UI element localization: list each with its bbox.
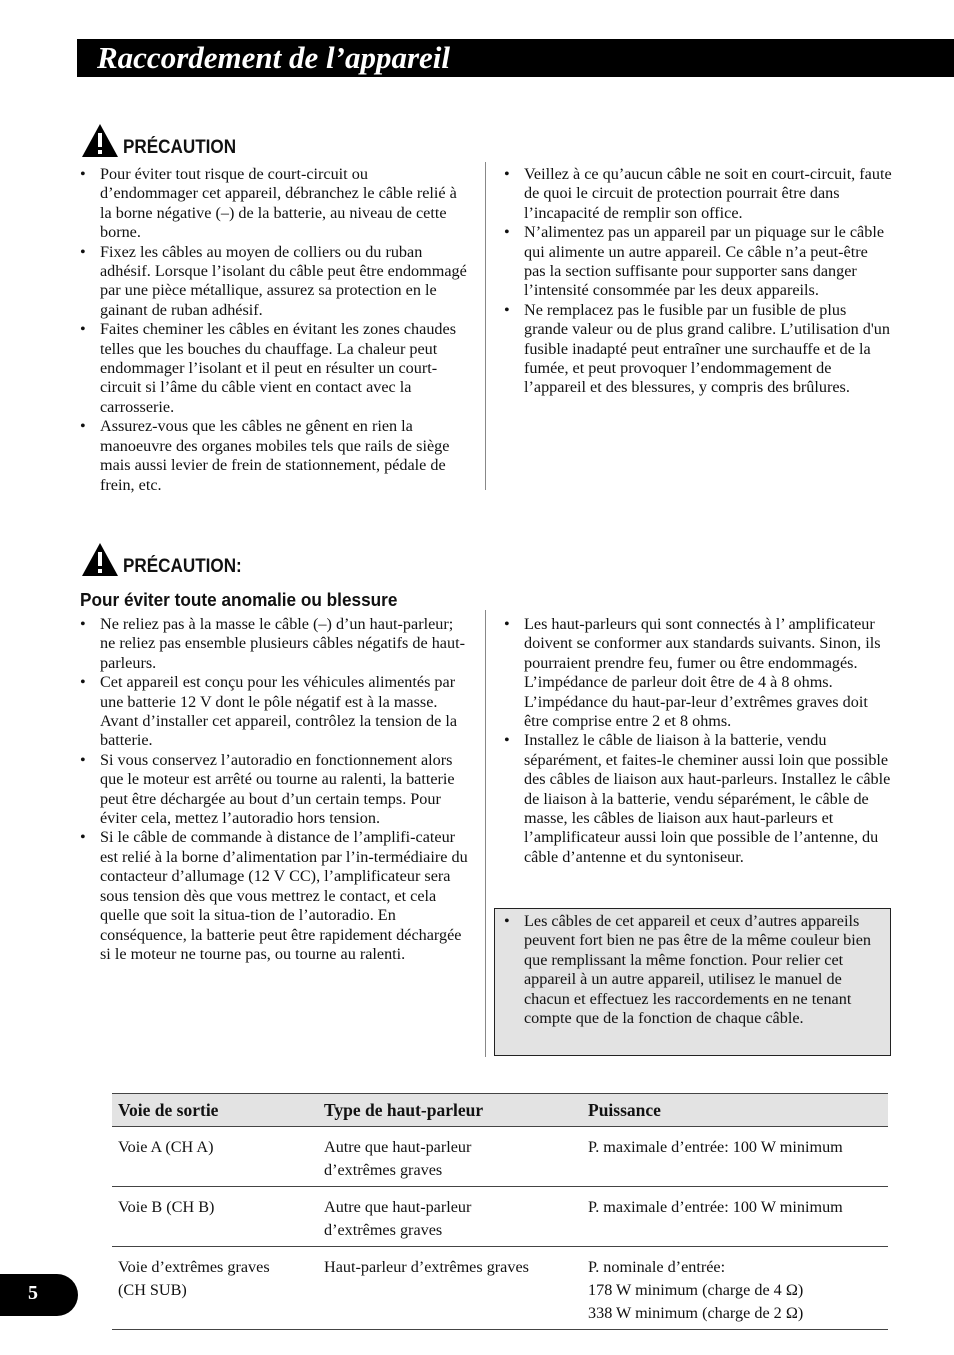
list-item: • Si vous conservez l’autoradio en fonctionnement alors que le moteur est arrêté ou tourne au ralenti, la batterie peut être déchargée au bout d’un certain temps. Pour éviter cela, mettez l’autoradio hors tension. — [80, 751, 468, 829]
list-item: • Si le câble de commande à distance de l’amplifi-cateur est relié à la borne d’alimentation par l’in-termédiaire du contacteur d’allumage (12 V CC), l’amplificateur sera sous tension dès que vous mettrez le contact, et cela quelle que soit la situa-tion de l’autoradio. En conséquence, la batterie peut être rapidement déchargée si le moteur ne tourne pas, ou tourne au ralenti. — [80, 828, 468, 964]
page-title: Raccordement de l’appareil — [97, 40, 450, 75]
table-row — [112, 1247, 888, 1330]
col-header-power: Puissance — [582, 1094, 888, 1127]
list-item: • Veillez à ce qu’aucun câble ne soit en court-circuit, faute de quoi le circuit de protection pourrait être dans l’incapacité de remplir son office. — [504, 165, 892, 223]
page-header — [77, 39, 954, 77]
list-item: • Assurez-vous que les câbles ne gênent en rien la manoeuvre des organes mobiles tels que rails de siège mais aussi levier de frein de stationnement, pédale de frein, etc. — [80, 417, 468, 495]
table-cell: Voie d’extrêmes graves (CH SUB) — [112, 1247, 318, 1330]
caution-title-1: PRÉCAUTION — [123, 137, 237, 158]
highlight-box-list — [504, 912, 884, 1028]
list-item: • Cet appareil est conçu pour les véhicules alimentés par une batterie 12 V dont le pôle négatif est à la masse. Avant d’installer cet appareil, contrôlez la tension de la batterie. — [80, 673, 468, 751]
table-cell: P. nominale d’entrée: 178 W minimum (charge de 4 Ω) 338 W minimum (charge de 2 Ω) — [582, 1247, 888, 1330]
caution2-left-list — [80, 615, 468, 964]
table-header-row — [112, 1094, 888, 1127]
table-cell: Voie A (CH A) — [112, 1127, 318, 1187]
caution1-right-list — [504, 165, 892, 398]
caution-subtitle: Pour éviter toute anomalie ou blessure — [80, 589, 398, 610]
table-cell: Haut-parleur d’extrêmes graves — [318, 1247, 582, 1330]
speaker-spec-table — [112, 1093, 888, 1330]
list-item: • N’alimentez pas un appareil par un piquage sur le câble qui alimente un autre appareil. Ce câble n’a peut-être pas la section suffisante pour supporter sans danger l’intensité consommée par les deux appareils. — [504, 223, 892, 301]
table-cell: Voie B (CH B) — [112, 1187, 318, 1247]
list-item: • Pour éviter tout risque de court-circuit ou d’endommager cet appareil, débranchez le câble relié à la borne négative (–) de la batterie, au niveau de cette borne. — [80, 165, 468, 243]
col-header-speaker-type: Type de haut-parleur — [318, 1094, 582, 1127]
warning-icon — [81, 123, 119, 158]
list-item: • Fixez les câbles au moyen de colliers ou du ruban adhésif. Lorsque l’isolant du câble peut être endommagé par une pièce métallique, assurez sa protection en le gainant de ruban adhésif. — [80, 243, 468, 321]
column-divider — [485, 162, 486, 490]
list-item: • Ne reliez pas à la masse le câble (–) d’un haut-parleur; ne reliez pas ensemble plusieurs câbles négatifs de haut-parleurs. — [80, 615, 468, 673]
list-item: • Les câbles de cet appareil et ceux d’autres appareils peuvent fort bien ne pas être de la même couleur bien que remplissant la même fonction. Pour relier cet appareil à un autre appareil, utilisez le manuel de chacun et effectuez les raccordements en ne tenant compte que de la fonction de chaque câble. — [504, 912, 884, 1028]
table-cell: P. maximale d’entrée: 100 W minimum — [582, 1187, 888, 1247]
caution-heading-1 — [81, 123, 249, 158]
table-row — [112, 1127, 888, 1187]
page-number: 5 — [28, 1282, 38, 1304]
caution1-left-list — [80, 165, 468, 495]
list-item: • Faites cheminer les câbles en évitant les zones chaudes telles que les bouches du chauffage. La chaleur peut endommager l’isolant et il peut en résulter un court-circuit si l’âme du câble vient en contact avec la carrosserie. — [80, 320, 468, 417]
caution-heading-2 — [81, 542, 255, 577]
column-divider — [485, 610, 486, 1057]
table-cell: Autre que haut-parleur d’extrêmes graves — [318, 1187, 582, 1247]
list-item: • Ne remplacez pas le fusible par un fusible de plus grande valeur ou de plus grand calibre. L’utilisation d'un fusible inadapté peut entraîner une surchauffe et de la fumée, et peut provoquer l’endommagement de l’appareil et des blessures, y compris des brûlures. — [504, 301, 892, 398]
warning-icon — [81, 542, 119, 577]
caution-title-2: PRÉCAUTION: — [123, 556, 242, 577]
col-header-output: Voie de sortie — [112, 1094, 318, 1127]
table-row — [112, 1187, 888, 1247]
caution2-right-list — [504, 615, 892, 867]
table-cell: P. maximale d’entrée: 100 W minimum — [582, 1127, 888, 1187]
list-item: • Les haut-parleurs qui sont connectés à l’ amplificateur doivent se conformer aux standards suivants. Sinon, ils pourraient prendre feu, fumer ou être endommagés. L’impédance de parleur doit être de 4 à 8 ohms. L’impédance du haut-par-leur d’extrêmes graves doit être comprise entre 2 et 8 ohms. — [504, 615, 892, 731]
list-item: • Installez le câble de liaison à la batterie, vendu séparément, et faites-le cheminer aussi loin que possible des câbles de liaison aux haut-parleurs. Installez le câble de liaison à la batterie, vendu séparément, le câble de masse, les câbles de liaison aux haut-parleurs et l’amplificateur aussi loin que possible de l’antenne, du câble d’antenne et du syntoniseur. — [504, 731, 892, 867]
table-cell: Autre que haut-parleur d’extrêmes graves — [318, 1127, 582, 1187]
page-number-tab — [0, 1274, 78, 1316]
